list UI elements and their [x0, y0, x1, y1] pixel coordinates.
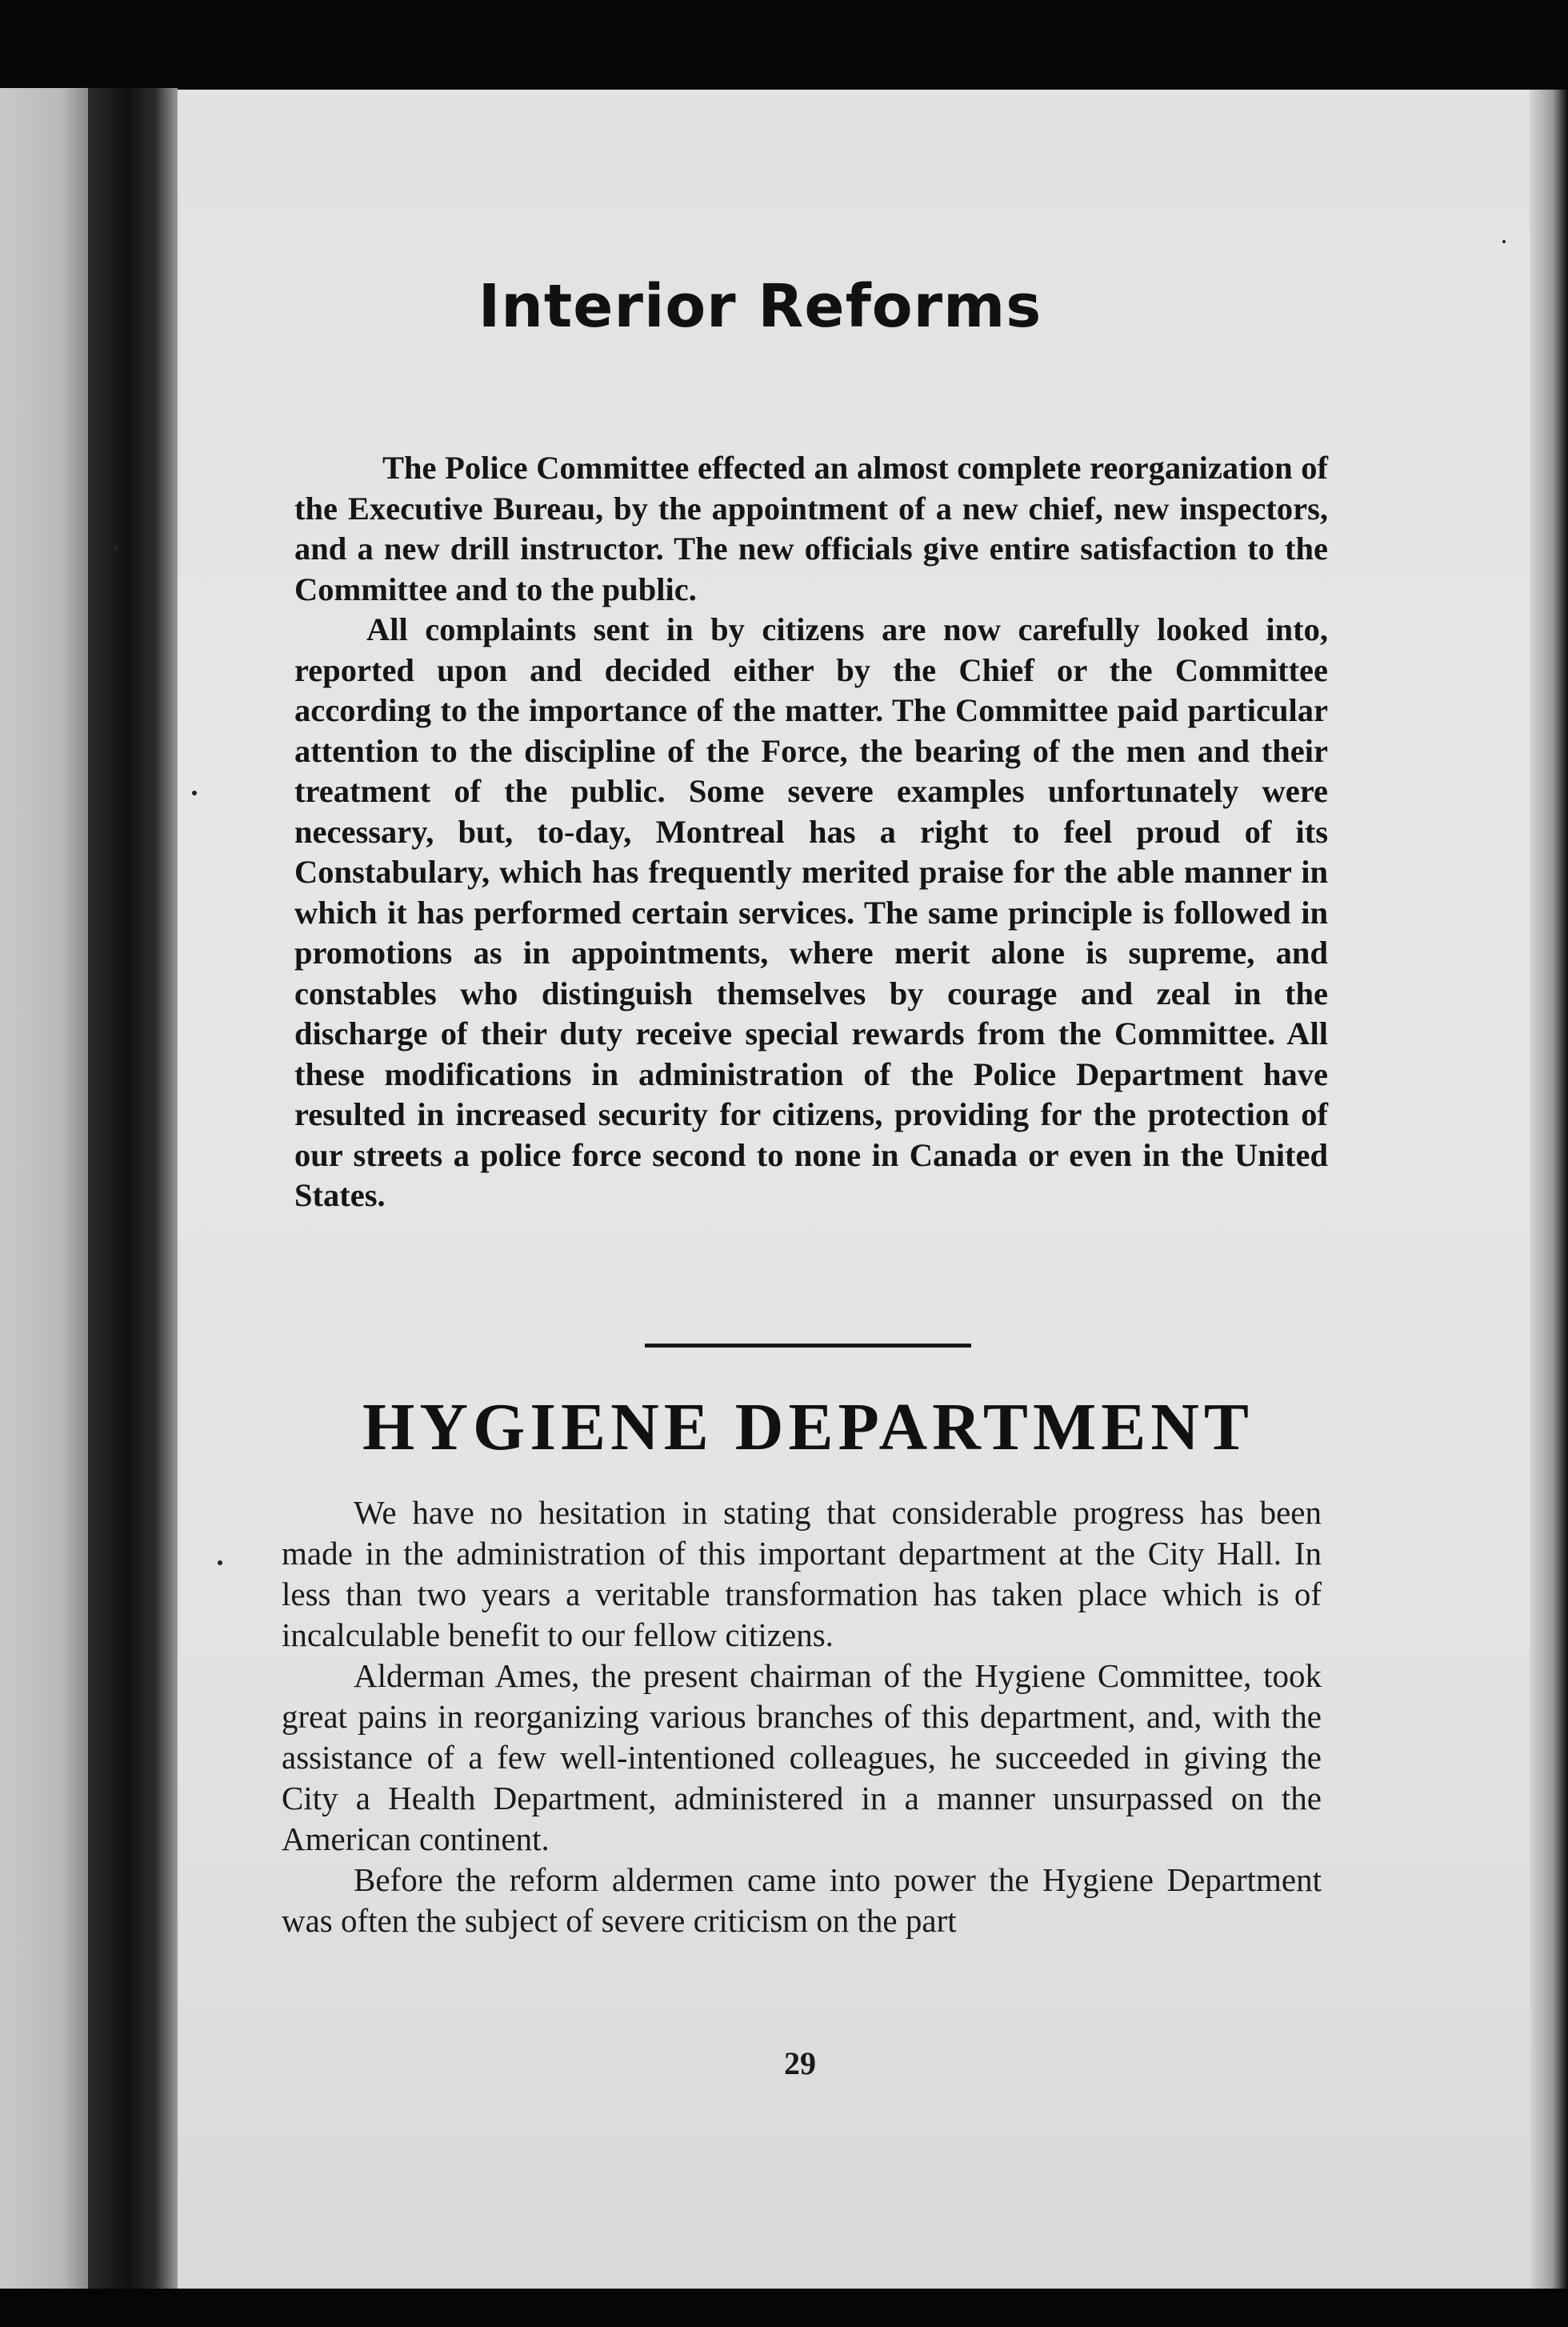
scan-speck [218, 1560, 222, 1565]
scan-speck [114, 546, 118, 551]
scan-speck [1502, 240, 1506, 243]
hygiene-department-heading: HYGIENE DEPARTMENT [362, 1390, 1254, 1464]
page-number: 29 [784, 2045, 816, 2081]
page-right-edge [1530, 90, 1568, 2289]
hygiene-department-body [282, 1492, 1322, 1941]
book-spine-shadow [88, 88, 178, 2289]
interior-paragraph-1: The Police Committee effected an almost complete reorganization of the Executive Bureau, by the appointment of a new chief, new inspectors, and a new drill instructor. The new officials give entire satisfaction to the Committee and to the public. [294, 450, 1328, 607]
interior-reforms-heading: Interior Reforms [478, 272, 1042, 341]
interior-paragraph-2: All complaints sent in by citizens are now carefully looked into, reported upon and decided either by the Chief or the Committee according to the importance of the matter. The Committee paid particular attention to the discipline of the Force, the bearing of the men and their treatment of the public. Some severe examples unfortunately were necessary, but, to-day, Montreal has a right to feel proud of its Constabulary, which has frequently merited praise for the able manner in which it has performed certain services. The same principle is followed in promotions as in appointments, where merit alone is supreme, and constables who distinguish themselves by courage and zeal in the discharge of their duty receive special rewards from the Committee. All these modifications in administration of the Police Department have resulted in increased security for citizens, providing for the protection of our streets a police force second to none in Canada or even in the United States. [294, 611, 1328, 1213]
facing-page-edge [0, 88, 88, 2289]
hygiene-paragraph-3: Before the reform aldermen came into power the Hygiene Department was often the subject of severe criticism on the part [282, 1861, 1322, 1939]
section-divider [645, 1344, 971, 1348]
hygiene-paragraph-2: Alderman Ames, the present chairman of the Hygiene Committee, took great pains in reorganizing various branches of this department, and, with the assistance of a few well-intentioned colleagues, he succeeded in giving the City a Health Department, administered in a manner unsurpassed on the American continent. [282, 1657, 1322, 1857]
hygiene-paragraph-1: We have no hesitation in stating that considerable progress has been made in the administration of this important department at the City Hall. In less than two years a veritable transformation has taken place which is of incalculable benefit to our fellow citizens. [282, 1494, 1322, 1653]
scan-speck [192, 791, 197, 795]
interior-reforms-body [294, 448, 1328, 1216]
